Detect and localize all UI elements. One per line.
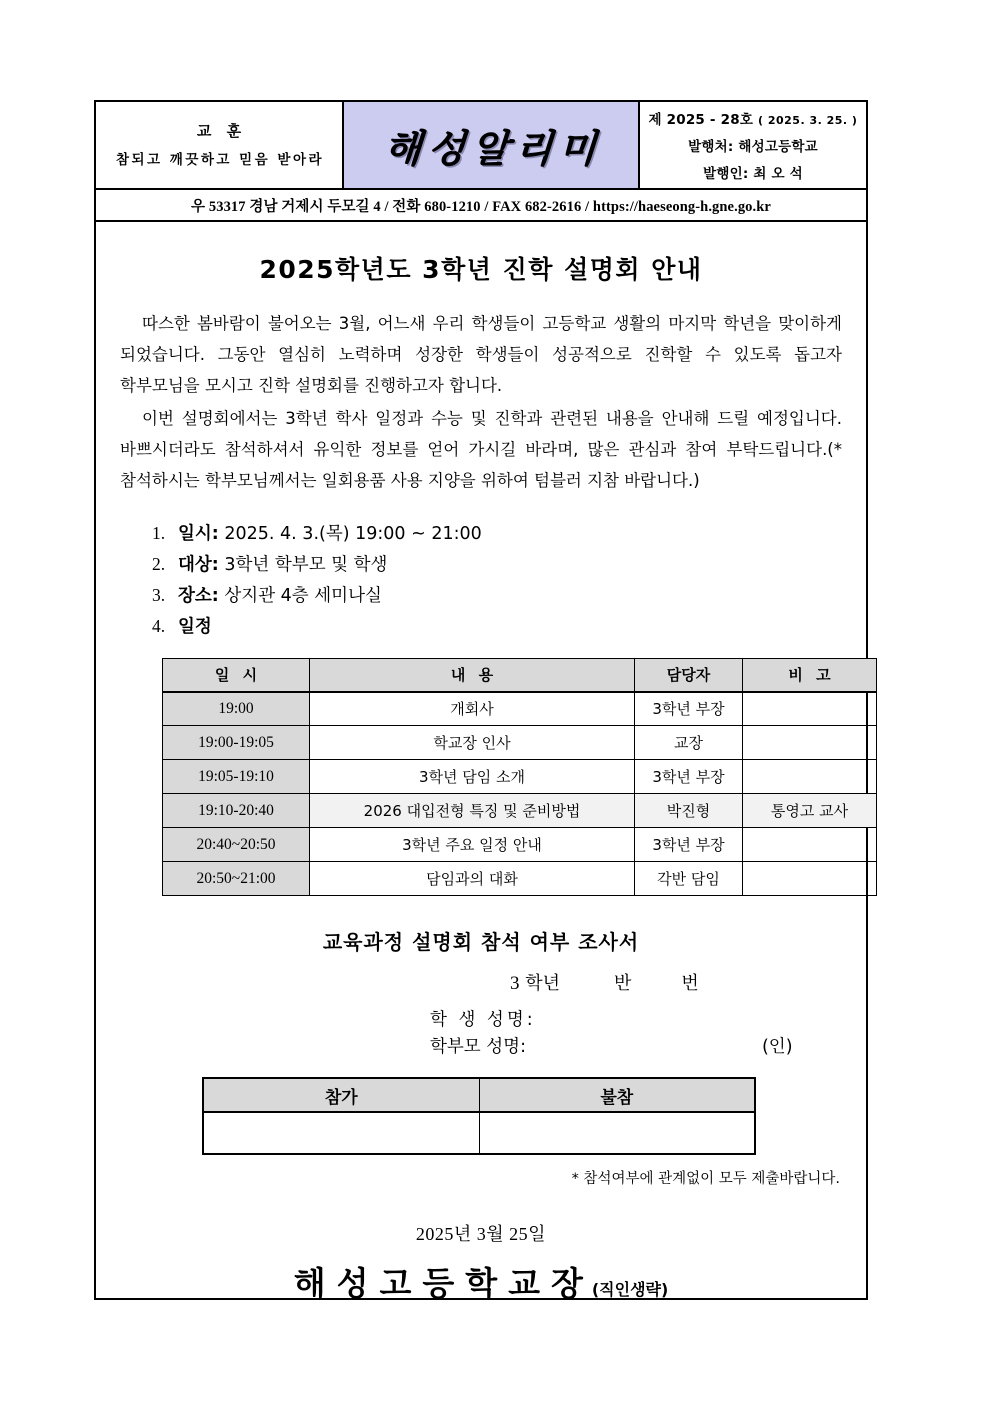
col-header-content: 내 용 [310,659,635,692]
cell-note: 통영고 교사 [743,794,877,828]
list-item [152,580,844,611]
seal-label: (인) [761,1037,793,1057]
cell-note [743,862,877,896]
issue-info-cell [640,102,866,188]
page-title: 2025학년도 3학년 진학 설명회 안내 [259,255,703,284]
table-row [203,1112,755,1154]
cell-person: 각반 담임 [635,862,743,896]
publisher-line: 발행처: 해성고등학교 [688,139,818,155]
newsletter-banner [344,102,640,188]
survey-title: 교육과정 설명회 참석 여부 조사서 [322,930,640,954]
survey-number-label: 번 [681,973,699,994]
cell-time: 19:10-20:40 [163,794,310,828]
table-row [163,692,877,726]
list-item-number: 4. [152,616,166,636]
cell-content: 2026 대입전형 특징 및 준비방법 [310,794,635,828]
schedule-table [162,658,877,896]
cell-time: 19:00-19:05 [163,726,310,760]
seal-omitted-note: (직인생략) [591,1280,669,1299]
cell-content: 학교장 인사 [310,726,635,760]
attend-checkbox-cell[interactable] [203,1112,479,1154]
cell-note [743,692,877,726]
schedule-table-wrapper [162,658,849,896]
list-item-label: 대상: [178,555,219,575]
schedule-table-body [163,692,877,896]
cell-note [743,828,877,862]
survey-grade-row [118,969,844,995]
list-item [152,611,844,642]
student-name-label: 학 생 성명: [430,1010,536,1030]
cell-note [743,726,877,760]
survey-grade-number: 3 [510,973,520,994]
list-item-value: 상지관 4층 세미나실 [224,586,382,606]
table-row [163,862,877,896]
survey-name-block [118,1007,844,1061]
signature-line [118,1258,844,1305]
col-header-time: 일 시 [163,659,310,692]
event-info-list [118,518,844,642]
table-row [163,828,877,862]
cell-time: 19:05-19:10 [163,760,310,794]
cell-note [743,760,877,794]
motto-title: 교 훈 [196,122,247,140]
col-header-note: 비 고 [743,659,877,692]
list-item-number: 2. [152,554,166,574]
list-item-number: 3. [152,585,166,605]
issue-date: ( 2025. 3. 25. ) [757,114,858,127]
motto-text: 참되고 깨끗하고 믿음 받아라 [115,152,325,168]
col-header-absent: 불참 [479,1078,755,1112]
cell-content: 3학년 담임 소개 [310,760,635,794]
intro-paragraph-2: 이번 설명회에서는 3학년 학사 일정과 수능 및 진학과 관련된 내용을 안내해 드릴 예정입니다. 바쁘시더라도 참석하셔서 유익한 정보를 얻어 가시길 바라며, 많은 관심과 참여 부탁드립니다.(*참석하시는 학부모님께서는 일회용품 사용 지양을 위하여 텀블러 지참 바랍니다.) [120,409,842,490]
signature-date: 2025년 3월 25일 [415,1224,547,1244]
address-bar [96,190,866,222]
issue-number-line [649,108,858,128]
cell-person: 교장 [635,726,743,760]
list-item-value: 3학년 학부모 및 학생 [224,555,388,575]
issue-number: 제 2025 - 28호 [648,112,754,128]
cell-person: 3학년 부장 [635,692,743,726]
parent-name-row [430,1034,844,1061]
list-item [152,518,844,549]
cell-content: 3학년 주요 일정 안내 [310,828,635,862]
cell-time: 20:50~21:00 [163,862,310,896]
col-header-attend: 참가 [203,1078,479,1112]
school-motto-cell [96,102,344,188]
table-row [163,726,877,760]
cell-time: 19:00 [163,692,310,726]
publisher-person-line: 발행인: 최 오 석 [703,166,803,182]
list-item-label: 일시: [178,524,219,544]
submission-note: * 참석여부에 관계없이 모두 제출바랍니다. [571,1171,840,1187]
list-item-number: 1. [152,523,166,543]
attendance-table [202,1077,756,1155]
table-header-row [203,1078,755,1112]
banner-title: 해성알리미 [383,126,606,171]
intro-paragraph-1: 따스한 봄바람이 불어오는 3월, 어느새 우리 학생들이 고등학교 생활의 마지막 학년을 맞이하게 되었습니다. 그동안 열심히 노력하며 성장한 학생들이 성공적으로 진학할 수 있도록 돕고자 학부모님을 모시고 진학 설명회를 진행하고자 합니다. [120,314,842,395]
survey-class-label: 반 [614,973,632,994]
table-header-row [163,659,877,692]
cell-person: 3학년 부장 [635,828,743,862]
table-row [163,794,877,828]
cell-content: 개회사 [310,692,635,726]
list-item [152,549,844,580]
document-frame [94,100,868,1303]
attendance-table-body [203,1112,755,1154]
cell-time: 20:40~20:50 [163,828,310,862]
col-header-person: 담당자 [635,659,743,692]
signature-issuer: 해성고등학교장 [293,1264,594,1303]
address-text: 우 53317 경남 거제시 두모길 4 / 전화 680-1210 / FAX 682-2616 / https://haeseong-h.gne.go.kr [191,198,771,215]
survey-grade-label: 학년 [525,973,561,994]
cell-person: 3학년 부장 [635,760,743,794]
cell-person: 박진형 [635,794,743,828]
table-row [163,760,877,794]
student-name-row [430,1007,844,1034]
masthead [96,102,866,190]
absent-checkbox-cell[interactable] [479,1112,755,1154]
attendance-table-wrapper [118,1077,844,1155]
cell-content: 담임과의 대화 [310,862,635,896]
document-body [96,222,866,1305]
parent-name-label: 학부모 성명: [430,1037,526,1057]
list-item-value: 2025. 4. 3.(목) 19:00 ~ 21:00 [224,524,482,544]
list-item-label: 장소: [178,586,219,606]
list-item-label: 일정 [178,617,212,637]
